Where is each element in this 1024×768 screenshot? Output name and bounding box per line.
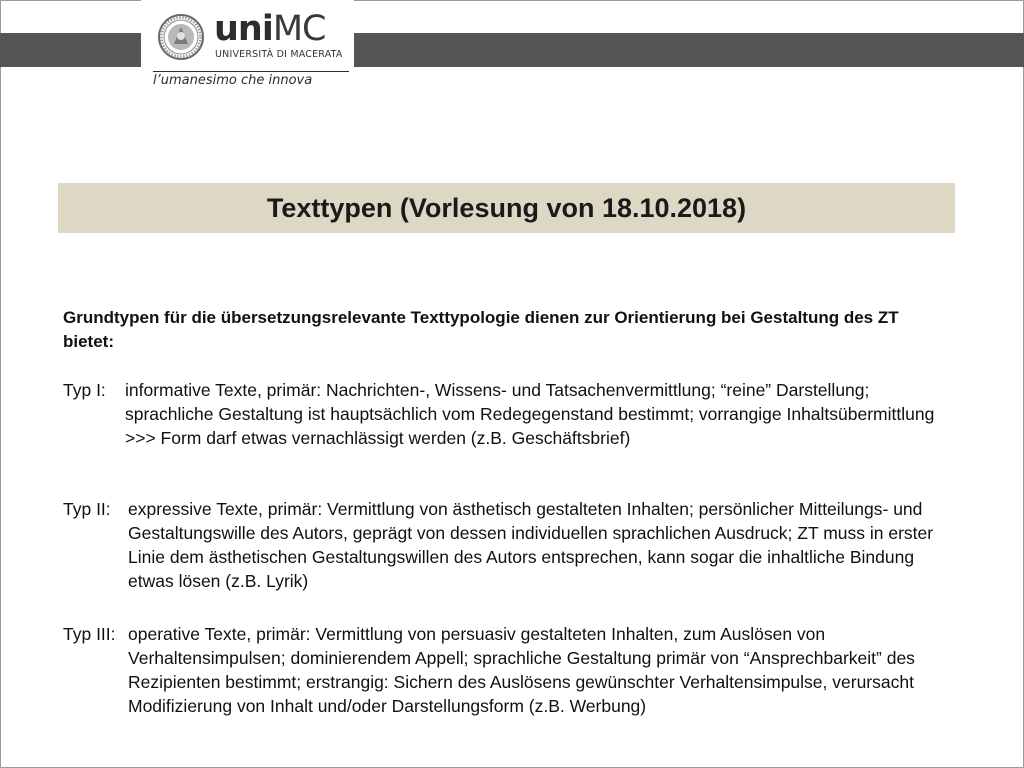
logo-wordmark — [214, 9, 326, 49]
university-name: UNIVERSITÀ DI MACERATA — [215, 49, 343, 60]
header-bar-left — [0, 33, 141, 67]
text-type-2-description: expressive Texte, primär: Vermittlung von ästhetisch gestalteten Inhalten; persönlicher Mitteilungs- und Gestaltungswille des Autors, geprägt von dessen individuellen sprachlichen Ausdruck; ZT muss in erster Linie dem ästhetischen Gestaltungswillen des Autors entsprechen, kann sogar die inhaltliche Bindung etwas lösen (z.B. Lyrik) — [128, 499, 934, 591]
header-bar-right — [354, 33, 1024, 67]
text-type-3-label: Typ III: — [63, 624, 116, 644]
text-type-3 — [63, 622, 953, 718]
logo-tagline: l’umanesimo che innova — [153, 71, 349, 88]
logo-mc-text: MC — [272, 9, 326, 49]
university-logo — [141, 0, 354, 92]
text-type-1-description: informative Texte, primär: Nachrichten-, Wissens- und Tatsachenvermittlung; “reine” Darstellung; sprachliche Gestaltung ist hauptsächlich vom Redegegenstand bestimmt; vorrangige Inhaltsübermittlung >>> Form darf etwas vernachlässigt werden (z.B. Geschäftsbrief) — [125, 380, 935, 448]
title-banner — [58, 183, 955, 233]
text-type-3-description: operative Texte, primär: Vermittlung von persuasiv gestalteten Inhalten, zum Auslösen von Verhaltensimpulsen; dominierendem Appell; sprachliche Gestaltung primär von “Ansprechbarkeit” des Rezipienten bestimmt; erstrangig: Sichern des Auslösens gewünschter Verhaltensimpulse, verursacht Modifizierung von Inhalt und/oder Darstellungsform (z.B. Werbung) — [128, 624, 915, 716]
text-type-1 — [63, 378, 953, 450]
slide-title: Texttypen (Vorlesung von 18.10.2018) — [266, 193, 747, 223]
text-type-1-label: Typ I: — [63, 380, 106, 400]
text-type-2 — [63, 497, 953, 593]
logo-uni-text: uni — [214, 9, 273, 49]
university-seal-icon — [158, 14, 204, 60]
text-type-2-label: Typ II: — [63, 499, 111, 519]
intro-paragraph: Grundtypen für die übersetzungsrelevante Texttypologie dienen zur Orientierung bei Gestaltung des ZT bietet: — [63, 308, 899, 351]
